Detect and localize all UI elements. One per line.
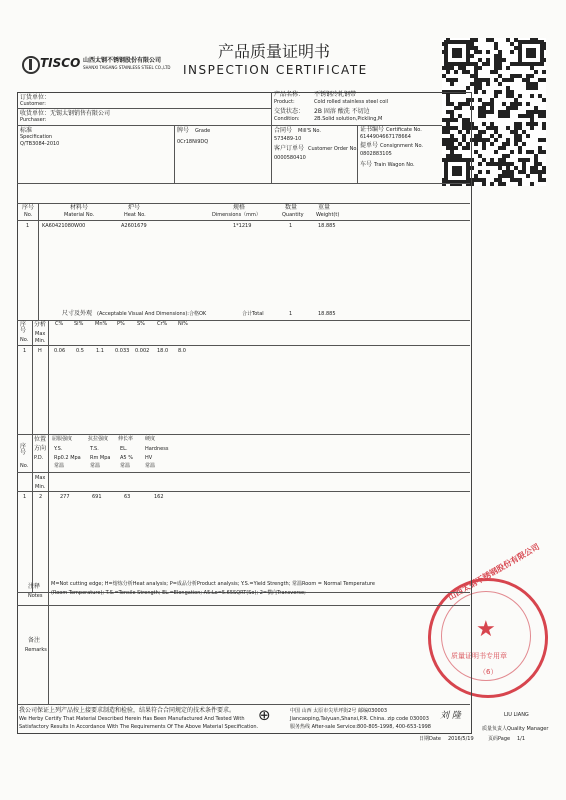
items-total-weight: 18.885 bbox=[318, 311, 336, 317]
mech-col-header: A5 % bbox=[120, 455, 133, 461]
mech-seq-en: No. bbox=[20, 463, 29, 469]
title-en: INSPECTION CERTIFICATE bbox=[183, 63, 368, 77]
mech-row-no: 1 bbox=[23, 494, 27, 500]
company-name: 山西太钢不锈钢股份有限公司 bbox=[83, 57, 162, 64]
items-qty-cn: 数量 bbox=[285, 204, 298, 211]
spec-label-en: Specification bbox=[20, 134, 53, 140]
stamp-bottom-text: （6） bbox=[479, 668, 498, 676]
chem-value: 0.033 bbox=[115, 348, 130, 354]
items-dim-en: Dimensions（mm） bbox=[212, 212, 261, 218]
items-material-en: Material No. bbox=[64, 212, 95, 218]
chem-element-header: Ni% bbox=[178, 321, 188, 327]
stamp-top-text: 山西太钢不锈钢股份有限公司 bbox=[446, 542, 542, 602]
mech-row-pos: 2 bbox=[39, 494, 43, 500]
mech-seq-cn: 序号 bbox=[20, 443, 27, 456]
mech-col-header: Rm Mpa bbox=[90, 455, 111, 461]
cert-label-en: Certificate No. bbox=[386, 127, 422, 133]
qm-title: 质量负责人Quality Manager bbox=[482, 726, 549, 732]
chem-element-header: C% bbox=[55, 321, 64, 327]
chem-value: 18.0 bbox=[157, 348, 169, 354]
mech-pos-en: P.D. bbox=[34, 455, 44, 461]
items-material-cn: 材料号 bbox=[70, 204, 89, 211]
items-seq-en: No. bbox=[24, 212, 33, 218]
cert-label-cn: 证书编号 bbox=[360, 126, 385, 133]
tisco-logo-icon bbox=[22, 56, 40, 74]
mech-col-header: T.S. bbox=[90, 446, 99, 452]
mill-value: 573489-10 bbox=[274, 136, 302, 142]
mech-col-header: 屈服强度 bbox=[52, 436, 73, 442]
footer-cert-en-2: Satisfactory Results In Accordance With The Requirements Of The Above Material Specification. bbox=[19, 724, 259, 730]
mech-col-header: 抗拉强度 bbox=[88, 436, 109, 442]
date-value: 2016/5/19 bbox=[448, 736, 474, 742]
page-value: 1/1 bbox=[517, 736, 526, 742]
page-label: 页码Page bbox=[488, 736, 511, 742]
chem-value: 0.5 bbox=[76, 348, 84, 354]
product-label-en: Product: bbox=[274, 99, 295, 105]
globe-logo-icon: ⊕ bbox=[258, 706, 271, 724]
mech-col-header: Y.S. bbox=[54, 446, 63, 452]
mech-col-header: HV bbox=[145, 455, 153, 461]
product-label-cn: 产品名称： bbox=[274, 91, 305, 98]
consign-label-cn: 提单号 bbox=[360, 142, 379, 149]
condition-value-cn: 2B 固溶 酸洗 不切边 bbox=[314, 108, 370, 115]
table-row-material: KA60421080W00 bbox=[42, 223, 86, 229]
mech-value: 691 bbox=[92, 494, 102, 500]
mech-col-header: Rp0.2 Mpa bbox=[54, 455, 81, 461]
notes-line-2: (Room Temperature); T.S.=Tensile Strength; EL.=Elongation; A5:Lo=5.65SQRT(So); 2=横向Transverse; bbox=[51, 590, 306, 596]
title-cn: 产品质量证明书 bbox=[218, 42, 331, 61]
items-weight-cn: 重量 bbox=[318, 204, 331, 211]
table-row-weight: 18.885 bbox=[318, 223, 336, 229]
chem-value: 8.0 bbox=[178, 348, 186, 354]
chem-value: 0.06 bbox=[54, 348, 66, 354]
footer-address-cn: 中国 山西 太原市尖草坪街2号 邮编030003 bbox=[290, 708, 388, 714]
mech-col-header: 伸长率 bbox=[118, 436, 134, 442]
certificate-frame bbox=[17, 92, 472, 734]
chem-min: Min. bbox=[35, 338, 46, 344]
items-heat-cn: 炉号 bbox=[128, 204, 141, 211]
grade-value: 0Cr18Ni9DQ bbox=[177, 139, 209, 145]
purchaser-label-en: Purchaser: bbox=[20, 117, 47, 123]
chem-analysis-cn: 分析 bbox=[34, 321, 47, 328]
stamp-center-text: 质量证明书专用章 bbox=[451, 652, 507, 660]
consign-label-en: Consignment No. bbox=[380, 143, 424, 149]
condition-label-en: Condition: bbox=[274, 116, 300, 122]
mech-value: 162 bbox=[154, 494, 164, 500]
items-qty-en: Quantity bbox=[282, 212, 304, 218]
chem-value: 0.002 bbox=[135, 348, 150, 354]
chem-element-header: Si% bbox=[74, 321, 84, 327]
table-row-dim: 1*1219 bbox=[233, 223, 252, 229]
footer-address-en: Jiancaoping,Taiyuan,Shanxi,P.R. China. zip code 030003 bbox=[290, 716, 429, 722]
remarks-label-cn: 备注 bbox=[28, 637, 41, 644]
consign-value: 0802883105 bbox=[360, 151, 392, 157]
chem-element-header: S% bbox=[137, 321, 145, 327]
chem-seq-en: No. bbox=[20, 337, 29, 343]
company-name-en: SHANXI TAIGANG STAINLESS STEEL CO.,LTD bbox=[83, 65, 171, 70]
chem-row-type: H bbox=[38, 348, 42, 354]
wagon-label-en: Train Wagon No. bbox=[374, 162, 415, 168]
footer-service: 服务热线 After-sale Service:800-805-1998, 400-653-1998 bbox=[290, 724, 431, 730]
mech-min: Min. bbox=[35, 484, 46, 490]
chem-element-header: P% bbox=[117, 321, 125, 327]
mech-col-header: EL. bbox=[120, 446, 128, 452]
order-label-en: Customer Order No. bbox=[308, 146, 358, 152]
qm-name: LIU LIANG bbox=[504, 712, 529, 718]
grade-label-cn: 牌号 bbox=[177, 127, 190, 134]
items-seq-cn: 序号 bbox=[22, 204, 35, 211]
condition-value-en: 2B.Solid solution,Pickling,M bbox=[314, 116, 383, 122]
chem-value: 1.1 bbox=[96, 348, 104, 354]
footer-cert-cn: 我公司保证上列产品按上接要求制造和检验，结果符合合同规定的技术条件要求。 bbox=[19, 707, 236, 714]
items-weight-en: Weight(t) bbox=[316, 212, 340, 218]
footer-cert-en-1: We Herby Certify That Material Described Herein Has Been Manufactured And Tested With bbox=[19, 716, 245, 722]
table-row-qty: 1 bbox=[289, 223, 293, 229]
mech-col-header: 常温 bbox=[120, 463, 131, 469]
notes-label-cn: 注释 bbox=[28, 583, 41, 590]
product-value-en: Cold rolled stainless steel coil bbox=[314, 99, 389, 105]
spec-value: Q/TB3084-2010 bbox=[20, 141, 60, 147]
items-dim-cn: 规格 bbox=[233, 204, 246, 211]
items-footer-en: (Acceptable Visual And Dimensions):合格OK bbox=[97, 311, 207, 317]
items-total-qty: 1 bbox=[289, 311, 293, 317]
condition-label-cn: 交货状态： bbox=[274, 108, 305, 115]
table-row-heat: A2601679 bbox=[121, 223, 147, 229]
wagon-label-cn: 车号 bbox=[360, 161, 373, 168]
cert-value: 6144904667178664 bbox=[360, 134, 411, 140]
stamp-star-icon: ★ bbox=[476, 617, 496, 642]
chem-seq-cn: 序号 bbox=[20, 321, 27, 334]
grade-label-en: Grade bbox=[195, 128, 211, 134]
chem-row-no: 1 bbox=[23, 348, 27, 354]
customer-label-cn: 订货单位： bbox=[20, 94, 51, 101]
mech-value: 277 bbox=[60, 494, 70, 500]
date-label: 日期Date bbox=[419, 736, 441, 742]
mech-col-header: Hardness bbox=[145, 446, 169, 452]
notes-label-en: Notes bbox=[28, 593, 43, 599]
mech-col-header: 硬度 bbox=[145, 436, 156, 442]
remarks-label-en: Remarks bbox=[25, 647, 47, 653]
order-label-cn: 客户订单号 bbox=[274, 145, 305, 152]
chem-element-header: Cr% bbox=[157, 321, 168, 327]
mech-col-header: 常温 bbox=[90, 463, 101, 469]
purchaser-label-cn: 收货单位： bbox=[20, 110, 51, 117]
table-row-no: 1 bbox=[26, 223, 30, 229]
qm-signature: 刘 隆 bbox=[440, 711, 461, 721]
product-value-cn: 不锈钢冷轧钢带 bbox=[314, 91, 357, 98]
chem-element-header: Mn% bbox=[95, 321, 108, 327]
items-footer-cn: 尺寸及外观 bbox=[62, 310, 93, 317]
mill-label-en: Mill'S No. bbox=[298, 128, 321, 134]
chem-max: Max bbox=[35, 331, 46, 337]
order-value: 0000580410 bbox=[274, 155, 306, 161]
items-total-label: 合计Total bbox=[242, 311, 264, 317]
notes-line-1: M=Not cutting edge; H=熔炼分析Heat analysis; P=成品分析Product analysis; Y.S.=Yield Strength; 常温Room = Normal Temperature bbox=[51, 581, 375, 587]
purchaser-value: 无锡太钢销售有限公司 bbox=[50, 110, 111, 117]
mech-col-header: 常温 bbox=[54, 463, 65, 469]
items-heat-en: Heat No. bbox=[124, 212, 146, 218]
logo-text: TISCO bbox=[40, 56, 81, 70]
spec-label-cn: 标准 bbox=[20, 127, 33, 134]
customer-label-en: Customer: bbox=[20, 101, 46, 107]
mech-pos2-cn: 方向 bbox=[34, 445, 47, 452]
mech-value: 63 bbox=[124, 494, 131, 500]
mech-max: Max bbox=[35, 475, 46, 481]
mech-pos-cn: 位置 bbox=[34, 436, 47, 443]
mech-col-header: 常温 bbox=[145, 463, 156, 469]
mill-label-cn: 合同号 bbox=[274, 127, 293, 134]
